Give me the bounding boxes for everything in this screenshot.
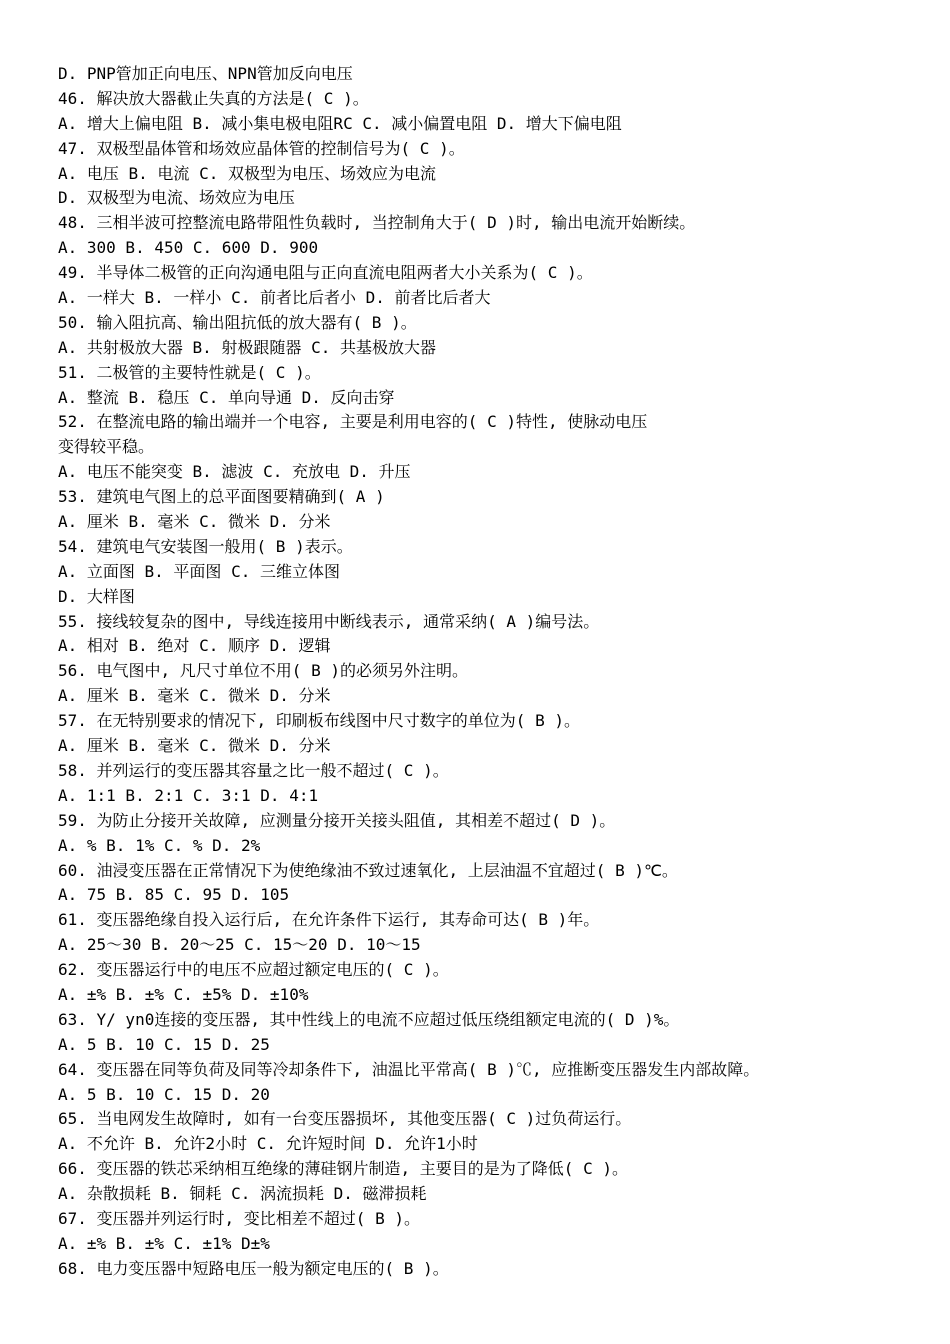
question-line: 52. 在整流电路的输出端并一个电容, 主要是利用电容的( C )特性, 使脉动电压 <box>58 412 648 432</box>
options-line: A. 75 B. 85 C. 95 D. 105 <box>58 885 290 905</box>
options-line: A. 5 B. 10 C. 15 D. 20 <box>58 1084 270 1104</box>
options-line: A. 厘米 B. 毫米 C. 微米 D. 分米 <box>58 512 331 532</box>
question-line: 60. 油浸变压器在正常情况下为使绝缘油不致过速氧化, 上层油温不宜超过( B )℃。 <box>58 860 678 880</box>
options-line: A. 杂散损耗 B. 铜耗 C. 涡流损耗 D. 磁滞损耗 <box>58 1184 427 1204</box>
options-line: A. 厘米 B. 毫米 C. 微米 D. 分米 <box>58 686 331 706</box>
options-line: A. 一样大 B. 一样小 C. 前者比后者小 D. 前者比后者大 <box>58 288 491 308</box>
options-line: A. 不允许 B. 允许2小时 C. 允许短时间 D. 允许1小时 <box>58 1134 478 1154</box>
document-page <box>58 62 928 1282</box>
question-line: 56. 电气图中, 凡尺寸单位不用( B )的必须另外注明。 <box>58 661 468 681</box>
question-line: 59. 为防止分接开关故障, 应测量分接开关接头阻值, 其相差不超过( D )。 <box>58 810 616 830</box>
question-line: 62. 变压器运行中的电压不应超过额定电压的( C )。 <box>58 960 449 980</box>
question-line: 63. Y/ yn0连接的变压器, 其中性线上的电流不应超过低压绕组额定电流的( D )%。 <box>58 1009 680 1029</box>
question-line: 50. 输入阻抗高、输出阻抗低的放大器有( B )。 <box>58 312 417 332</box>
question-line: 68. 电力变压器中短路电压一般为额定电压的( B )。 <box>58 1258 449 1278</box>
options-line: A. 整流 B. 稳压 C. 单向导通 D. 反向击穿 <box>58 387 395 407</box>
options-line: A. 5 B. 10 C. 15 D. 25 <box>58 1034 270 1054</box>
options-line: A. ±% B. ±% C. ±5% D. ±10% <box>58 984 309 1004</box>
question-line: 65. 当电网发生故障时, 如有一台变压器损坏, 其他变压器( C )过负荷运行。 <box>58 1109 632 1129</box>
options-line: A. 共射极放大器 B. 射极跟随器 C. 共基极放大器 <box>58 337 436 357</box>
question-line: 51. 二极管的主要特性就是( C )。 <box>58 362 321 382</box>
question-line: 49. 半导体二极管的正向沟通电阻与正向直流电阻两者大小关系为( C )。 <box>58 263 593 283</box>
question-line: 54. 建筑电气安装图一般用( B )表示。 <box>58 536 353 556</box>
question-line: 48. 三相半波可控整流电路带阻性负载时, 当控制角大于( D )时, 输出电流开始断续。 <box>58 213 696 233</box>
options-line: D. 大样图 <box>58 586 135 606</box>
question-line: 61. 变压器绝缘自投入运行后, 在允许条件下运行, 其寿命可达( B )年。 <box>58 910 600 930</box>
question-line: 64. 变压器在同等负荷及同等冷却条件下, 油温比平常高( B )℃, 应推断变压器发生内部故障。 <box>58 1059 760 1079</box>
options-line: A. 25～30 B. 20～25 C. 15～20 D. 10～15 <box>58 935 421 955</box>
options-line: A. % B. 1% C. % D. 2% <box>58 835 261 855</box>
options-line: A. 增大上偏电阻 B. 减小集电极电阻RC C. 减小偏置电阻 D. 增大下偏电阻 <box>58 113 622 133</box>
options-line: A. 300 B. 450 C. 600 D. 900 <box>58 238 319 258</box>
options-line: A. ±% B. ±% C. ±1% D±% <box>58 1233 270 1253</box>
question-line: 66. 变压器的铁芯采纳相互绝缘的薄硅钢片制造, 主要目的是为了降低( C )。 <box>58 1159 628 1179</box>
question-line: 67. 变压器并列运行时, 变比相差不超过( B )。 <box>58 1208 420 1228</box>
options-line: D. 双极型为电流、场效应为电压 <box>58 188 295 208</box>
options-line: A. 厘米 B. 毫米 C. 微米 D. 分米 <box>58 736 331 756</box>
text-line: D. PNP管加正向电压、NPN管加反向电压 <box>58 64 353 83</box>
options-line: A. 电压不能突变 B. 滤波 C. 充放电 D. 升压 <box>58 462 411 482</box>
question-line-continued: 变得较平稳。 <box>58 437 155 457</box>
question-line: 47. 双极型晶体管和场效应晶体管的控制信号为( C )。 <box>58 138 465 158</box>
question-line: 55. 接线较复杂的图中, 导线连接用中断线表示, 通常采纳( A )编号法。 <box>58 611 600 631</box>
question-line: 46. 解决放大器截止失真的方法是( C )。 <box>58 88 369 108</box>
options-line: A. 1:1 B. 2:1 C. 3:1 D. 4:1 <box>58 785 319 805</box>
options-line: A. 立面图 B. 平面图 C. 三维立体图 <box>58 561 340 581</box>
question-line: 53. 建筑电气图上的总平面图要精确到( A ) <box>58 487 385 507</box>
options-line: A. 相对 B. 绝对 C. 顺序 D. 逻辑 <box>58 636 331 656</box>
question-line: 57. 在无特别要求的情况下, 印刷板布线图中尺寸数字的单位为( B )。 <box>58 711 580 731</box>
options-line: A. 电压 B. 电流 C. 双极型为电压、场效应为电流 <box>58 163 436 183</box>
question-line: 58. 并列运行的变压器其容量之比一般不超过( C )。 <box>58 760 449 780</box>
